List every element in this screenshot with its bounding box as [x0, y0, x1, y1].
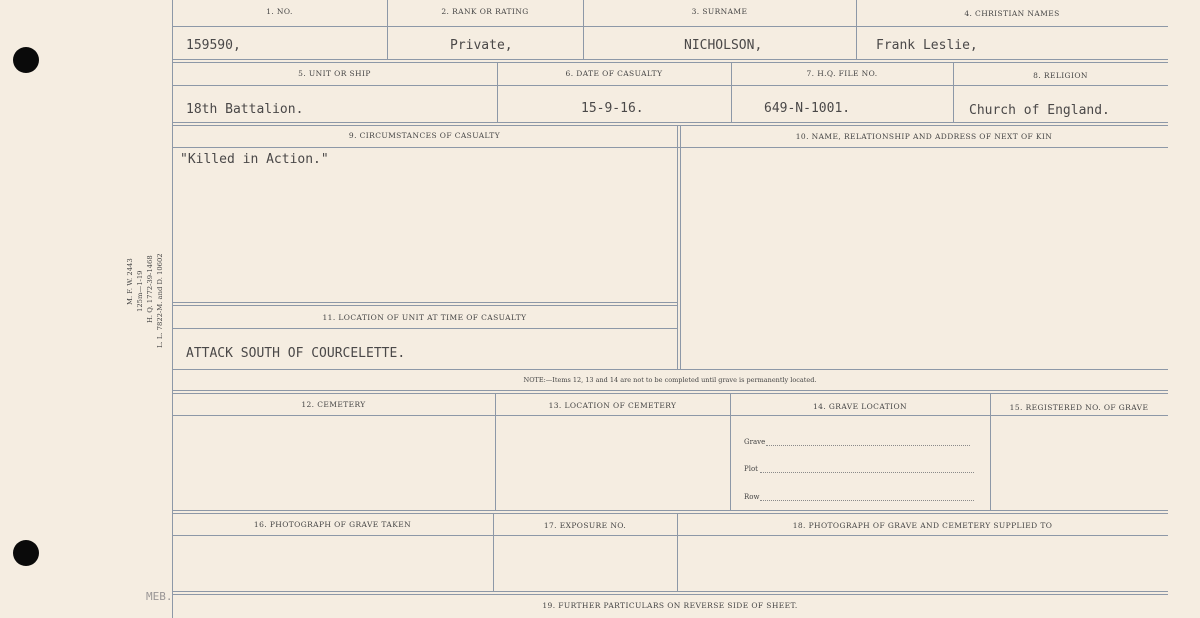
- circumstances-bottom-rule: [172, 302, 677, 303]
- row2-label-rule: [172, 85, 1168, 86]
- divider: [495, 393, 496, 511]
- section2-top-rule: [172, 390, 1168, 391]
- note-text: NOTE:—Items 12, 13 and 14 are not to be completed until grave is permanently located.: [523, 376, 817, 384]
- row6-top-rule: [172, 594, 1168, 595]
- surname-label: 3. SURNAME: [691, 7, 748, 16]
- circumstances-label: 9. CIRCUMSTANCES OF CASUALTY: [348, 131, 501, 140]
- rank-label: 2. RANK OR RATING: [441, 7, 529, 16]
- file-no-value: 649-N-1001.: [764, 101, 851, 116]
- side-print-3: H. Q. 1772-39-1468: [146, 255, 154, 323]
- religion-label: 8. RELIGION: [1033, 71, 1088, 80]
- row5-label-rule: [172, 535, 1168, 536]
- section2-top-rule-2: [172, 393, 1168, 394]
- location-top-rule: [172, 305, 677, 306]
- date-label: 6. DATE OF CASUALTY: [565, 69, 663, 78]
- next-of-kin-label: 10. NAME, RELATIONSHIP AND ADDRESS OF NEXT OF KIN: [795, 132, 1053, 141]
- punch-hole-top: [13, 47, 39, 73]
- further-label: 19. FURTHER PARTICULARS ON REVERSE SIDE OF SHEET.: [542, 601, 798, 610]
- unit-label: 5. UNIT OR SHIP: [298, 69, 371, 78]
- grave-line-label: Grave: [744, 438, 766, 446]
- row5-bottom-rule: [172, 591, 1168, 592]
- circumstances-value: "Killed in Action.": [180, 152, 329, 167]
- row-line-label: Row: [744, 493, 760, 501]
- no-value: 159590,: [186, 38, 241, 53]
- row4-bottom-rule: [172, 510, 1168, 511]
- initials: MEB.: [146, 590, 173, 603]
- photo-taken-label: 16. PHOTOGRAPH OF GRAVE TAKEN: [253, 520, 412, 529]
- no-label: 1. NO.: [266, 7, 293, 16]
- cemetery-label: 12. CEMETERY: [301, 400, 366, 409]
- row5-top-rule: [172, 513, 1168, 514]
- photo-supplied-label: 18. PHOTOGRAPH OF GRAVE AND CEMETERY SUPPLIED TO: [792, 521, 1053, 530]
- rank-value: Private,: [450, 38, 513, 53]
- exposure-label: 17. EXPOSURE NO.: [543, 521, 627, 530]
- plot-line-label: Plot: [744, 465, 758, 473]
- unit-value: 18th Battalion.: [186, 102, 304, 117]
- side-print-1: M. F. W. 2443: [126, 258, 134, 305]
- religion-value: Church of England.: [969, 103, 1110, 118]
- note-top-rule: [172, 369, 1168, 370]
- grave-line: [766, 445, 970, 446]
- punch-hole-bottom: [13, 540, 39, 566]
- surname-value: NICHOLSON,: [684, 38, 763, 53]
- row2-top-rule: [172, 62, 1168, 63]
- file-no-label: 7. H.Q. FILE NO.: [806, 69, 878, 78]
- registered-no-label: 15. REGISTERED NO. OF GRAVE: [1009, 403, 1149, 412]
- location-unit-label: 11. LOCATION OF UNIT AT TIME OF CASUALTY: [322, 313, 527, 322]
- christian-names-label: 4. CHRISTIAN NAMES: [964, 9, 1060, 18]
- row3-top-rule: [172, 125, 1168, 126]
- grave-location-label: 14. GRAVE LOCATION: [812, 402, 908, 411]
- location-cemetery-label: 13. LOCATION OF CEMETERY: [548, 401, 677, 410]
- row4-label-rule: [172, 415, 1168, 416]
- plot-line: [760, 472, 974, 473]
- row1-bottom-rule: [172, 59, 1168, 60]
- side-print-2: 125m—1-19: [136, 270, 144, 312]
- location-label-rule: [172, 328, 677, 329]
- row1-label-rule: [172, 26, 1168, 27]
- row-line: [760, 500, 974, 501]
- row3-label-rule: [172, 147, 1168, 148]
- date-value: 15-9-16.: [581, 101, 644, 116]
- divider: [680, 125, 681, 369]
- row2-bottom-rule: [172, 122, 1168, 123]
- christian-names-value: Frank Leslie,: [876, 38, 978, 53]
- location-unit-value: ATTACK SOUTH OF COURCELETTE.: [186, 346, 406, 361]
- side-print-4: L. L. 7822-M. and D. 10602: [156, 253, 164, 348]
- divider: [677, 125, 678, 369]
